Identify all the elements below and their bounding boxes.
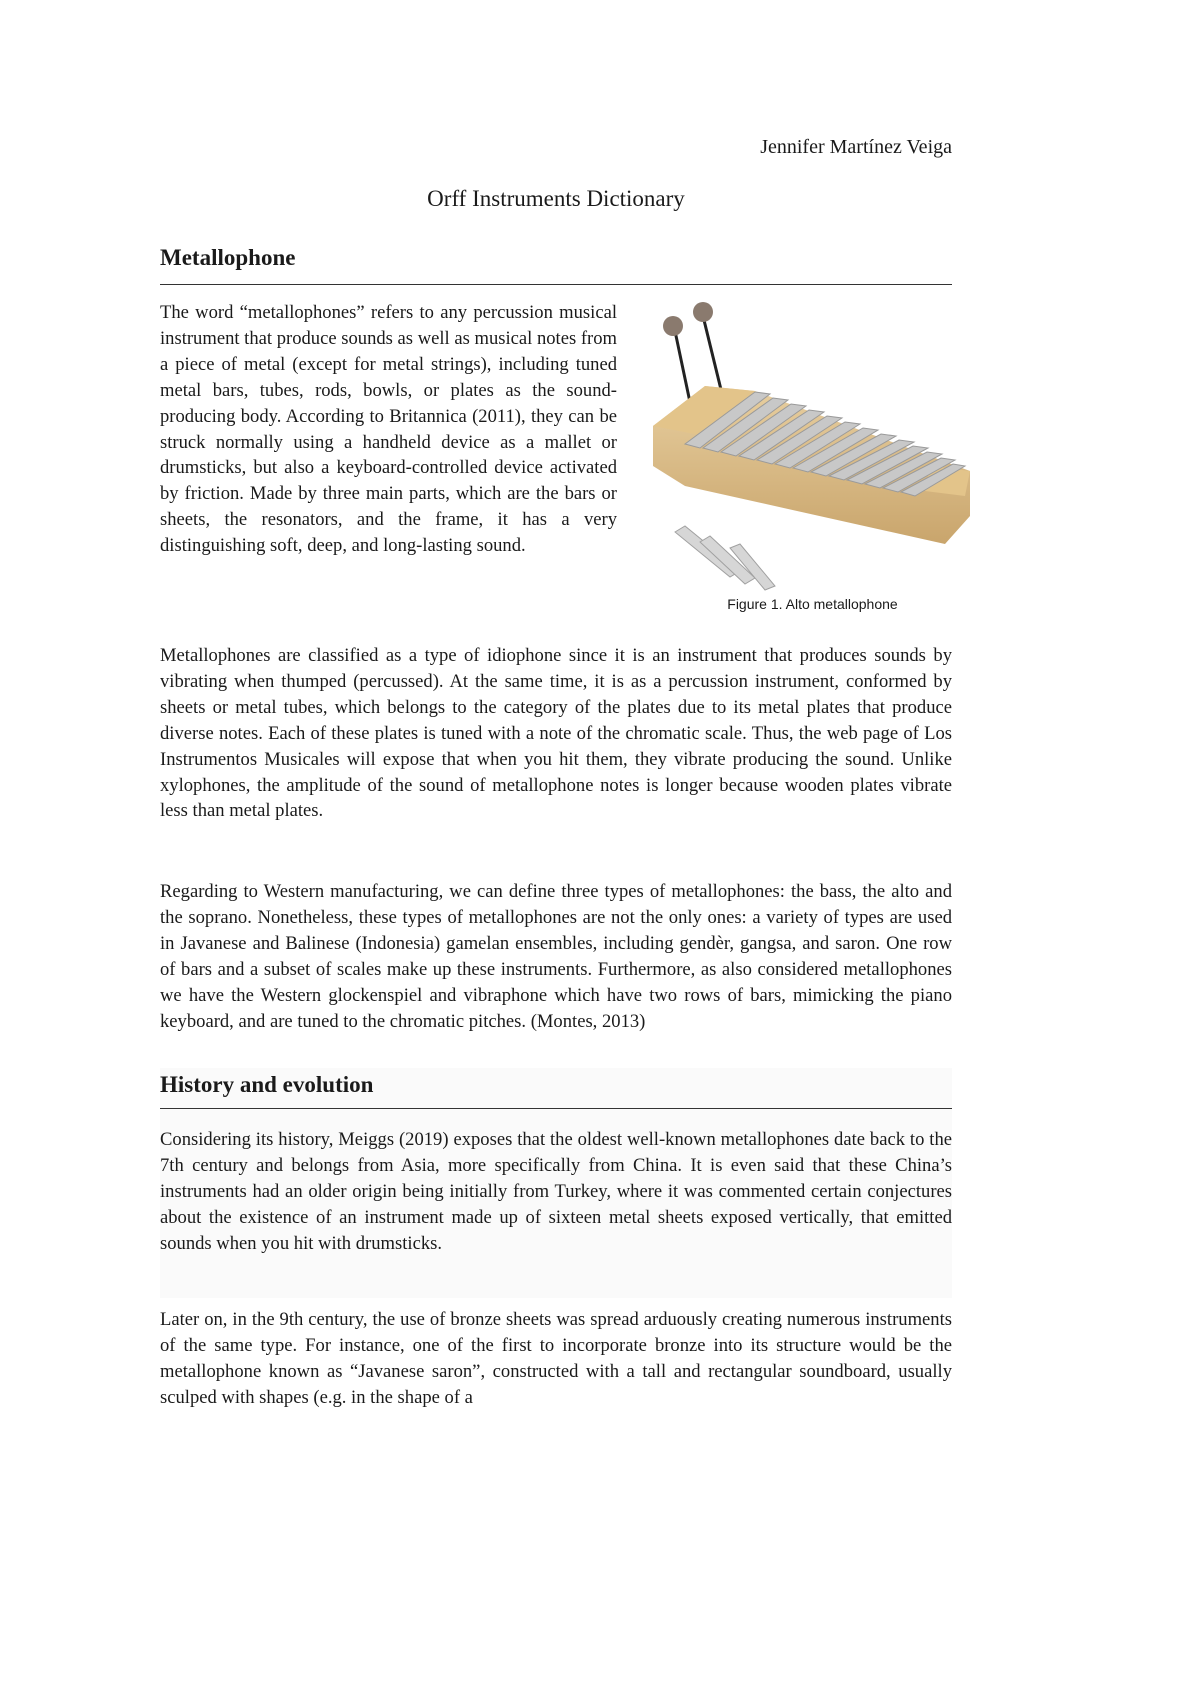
section-heading-metallophone: Metallophone (160, 245, 296, 270)
paragraph-history-bronze: Later on, in the 9th century, the use of bronze sheets was spread arduously creating numerous instruments of the same type. For instance, one of the first to incorporate bronze into its structure would be the metallophone known as “Javanese saron”, constructed with a tall and rectangular soundboard, usually sculped with shapes (e.g. in the shape of a (160, 1309, 952, 1408)
paragraph-intro: The word “metallophones” refers to any percussion musical instrument that produce sounds as well as musical notes from a piece of metal (except for metal strings), including tuned metal bars, tubes, rods, bowls, or plates as the sound-producing body. According to Britannica (2011), they can be struck normally using a handheld device as a mallet or drumsticks, but also a keyboard-controlled device activated by friction. Made by three main parts, which are the bars or sheets, the resonators, and the frame, it has a very distinguishing soft, deep, and long-lasting sound. (160, 302, 618, 557)
heading-rule (160, 1108, 952, 1109)
paragraph-types: Regarding to Western manufacturing, we can define three types of metallophones: the bass, the alto and the soprano. Nonetheless, these types of metallophones are not the only ones: a variety of types are used in Javanese and Balinese (Indonesia) gamelan ensembles, including gendèr, gangsa, and saron. One row of bars and a subset of scales make up these instruments. Furthermore, as also considered metallophones we have the Western glockenspiel and vibraphone which have two rows of bars, mimicking the piano keyboard, and are tuned to the chromatic pitches. (Montes, 2013) (160, 881, 952, 1032)
metallophone-image (645, 296, 980, 596)
paragraph-history-origin: Considering its history, Meiggs (2019) exposes that the oldest well-known metallophones date back to the 7th century and belongs from Asia, more specifically from China. It is even said that these China’s instruments had an older origin being initially from Turkey, where it was commented certain conjectures about the existence of an instrument made up of sixteen metal sheets exposed vertically, that emitted sounds when you hit with drumsticks. (160, 1129, 952, 1254)
figure-caption: Figure 1. Alto metallophone (727, 596, 898, 612)
section-heading-history: History and evolution (160, 1072, 374, 1097)
figure-alto-metallophone (645, 296, 980, 612)
heading-rule (160, 284, 952, 285)
author-name: Jennifer Martínez Veiga (760, 136, 952, 158)
paragraph-classification: Metallophones are classified as a type of idiophone since it is an instrument that produces sounds by vibrating when thumped (percussed). At the same time, it is as a percussion instrument, conformed by sheets or metal tubes, which belongs to the category of the plates due to its metal plates that produce diverse notes. Each of these plates is tuned with a note of the chromatic scale. Thus, the web page of Los Instrumentos Musicales will expose that when you hit them, they vibrate producing the sound. Unlike xylophones, the amplitude of the sound of metallophone notes is longer because wooden plates vibrate less than metal plates. (160, 645, 952, 822)
document-title: Orff Instruments Dictionary (427, 186, 685, 211)
